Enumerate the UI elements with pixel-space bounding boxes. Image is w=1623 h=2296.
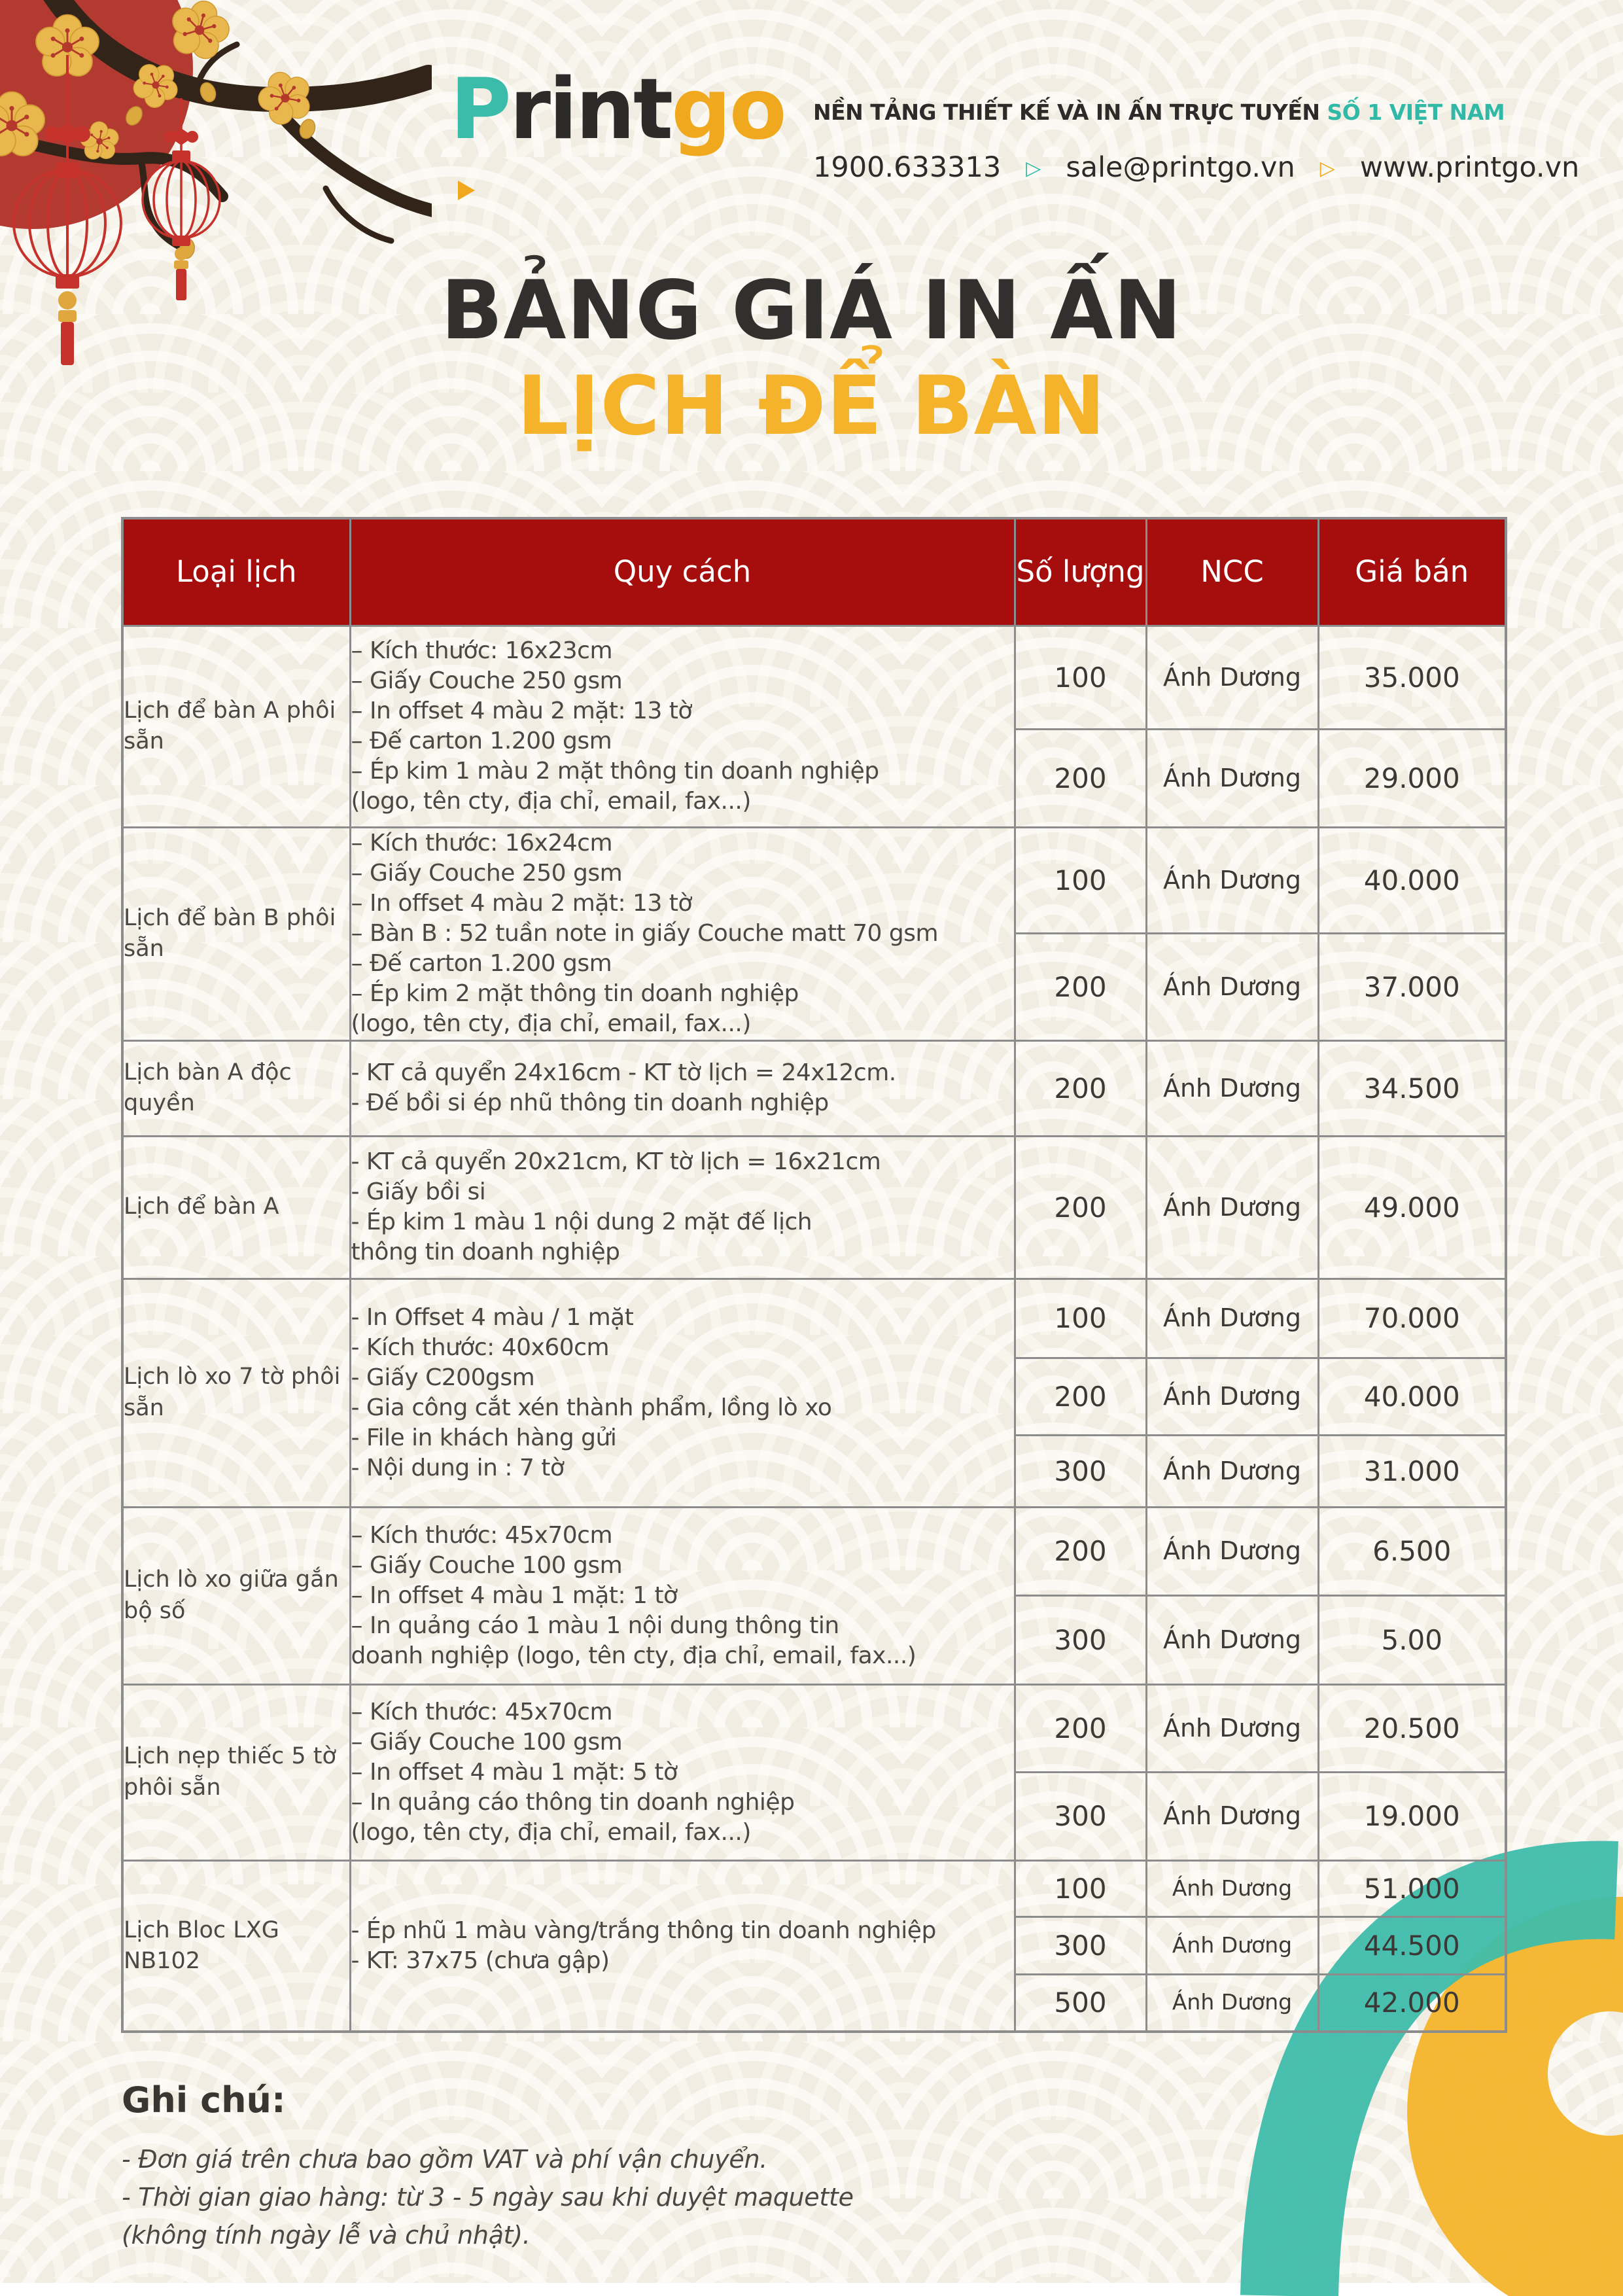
product-name-cell: Lịch nẹp thiếc 5 tờ phôi sẵn	[122, 1684, 350, 1860]
note-line: (không tính ngày lễ và chủ nhật).	[122, 2221, 531, 2250]
contact-row	[813, 151, 1579, 184]
table-row	[122, 1279, 1506, 1358]
table-row	[122, 1040, 1506, 1136]
ncc-cell: Ánh Dương	[1146, 1684, 1318, 1772]
spec-line: (logo, tên cty, địa chỉ, email, fax...)	[351, 1010, 751, 1037]
spec-line: - File in khách hàng gửi	[351, 1424, 617, 1451]
spec-line: – Đế carton 1.200 gsm	[351, 728, 612, 754]
spec-line: – Ép kim 1 màu 2 mặt thông tin doanh nghiệp	[351, 758, 879, 785]
spec-line: – In offset 4 màu 1 mặt: 5 tờ	[351, 1758, 678, 1786]
ncc-cell: Ánh Dương	[1146, 1435, 1318, 1507]
qty-cell: 300	[1015, 1916, 1146, 1974]
spec-line: - Giấy bồi si	[351, 1178, 486, 1205]
table-header-row	[122, 518, 1506, 626]
qty-cell: 200	[1015, 729, 1146, 827]
col-header-quy-cach: Quy cách	[350, 518, 1015, 626]
page-title-line1: BẢNG GIÁ IN ẤN	[440, 264, 1183, 358]
price-cell: 5.00	[1318, 1595, 1506, 1684]
spec-line: - Kích thước: 40x60cm	[351, 1333, 610, 1361]
ncc-cell: Ánh Dương	[1146, 1595, 1318, 1684]
ncc-cell: Ánh Dương	[1146, 1040, 1318, 1136]
price-cell: 35.000	[1318, 626, 1506, 729]
specs-cell	[350, 1507, 1015, 1684]
notes-section	[122, 2079, 1142, 2254]
qty-cell: 200	[1015, 1684, 1146, 1772]
spec-line: – In quảng cáo thông tin doanh nghiệp	[351, 1788, 795, 1816]
qty-cell: 100	[1015, 827, 1146, 933]
spec-line: – Kích thước: 45x70cm	[351, 1698, 613, 1725]
spec-line: – In offset 4 màu 1 mặt: 1 tờ	[351, 1581, 678, 1609]
spec-line: – Giấy Couche 100 gsm	[351, 1551, 623, 1579]
col-header-ncc: NCC	[1146, 518, 1318, 626]
price-cell: 31.000	[1318, 1435, 1506, 1507]
spec-line: - Ép nhũ 1 màu vàng/trắng thông tin doanh nghiệp	[351, 1916, 936, 1944]
price-cell: 20.500	[1318, 1684, 1506, 1772]
spec-line: - Ép kim 1 màu 1 nội dung 2 mặt đế lịch	[351, 1209, 812, 1235]
product-name-cell: Lịch để bàn B phôi sẵn	[122, 827, 350, 1040]
spec-line: - KT cả quyển 20x21cm, KT tờ lịch = 16x21cm	[351, 1148, 881, 1175]
qty-cell: 200	[1015, 1040, 1146, 1136]
printgo-logo	[450, 61, 785, 158]
price-cell: 51.000	[1318, 1860, 1506, 1916]
ncc-cell: Ánh Dương	[1146, 626, 1318, 729]
table-row	[122, 1684, 1506, 1772]
spec-line: - Đế bồi si ép nhũ thông tin doanh nghiệp	[351, 1089, 829, 1116]
specs-cell	[350, 1279, 1015, 1507]
note-line: - Đơn giá trên chưa bao gồm VAT và phí vận chuyển.	[122, 2145, 768, 2174]
product-name-cell: Lịch Bloc LXG NB102	[122, 1860, 350, 2032]
table-row	[122, 1860, 1506, 1916]
ncc-cell: Ánh Dương	[1146, 1279, 1318, 1358]
qty-cell: 200	[1015, 1507, 1146, 1595]
page-title-line2: LỊCH ĐỂ BÀN	[517, 359, 1106, 454]
spec-line: – Giấy Couche 100 gsm	[351, 1728, 623, 1756]
qty-cell: 300	[1015, 1772, 1146, 1860]
qty-cell: 200	[1015, 933, 1146, 1040]
spec-line: – Kích thước: 16x24cm	[351, 830, 613, 857]
spec-line: - Nội dung in : 7 tờ	[351, 1454, 565, 1481]
table-row	[122, 827, 1506, 933]
qty-cell: 300	[1015, 1435, 1146, 1507]
spec-line: (logo, tên cty, địa chỉ, email, fax...)	[351, 1818, 751, 1846]
qty-cell: 500	[1015, 1974, 1146, 2032]
qty-cell: 300	[1015, 1595, 1146, 1684]
price-cell: 42.000	[1318, 1974, 1506, 2032]
specs-cell	[350, 626, 1015, 827]
spec-line: - Giấy C200gsm	[351, 1364, 535, 1391]
specs-cell	[350, 1136, 1015, 1279]
price-cell: 44.500	[1318, 1916, 1506, 1974]
spec-line: – In quảng cáo 1 màu 1 nội dung thông tin	[351, 1612, 839, 1639]
spec-line: – Ép kim 2 mặt thông tin doanh nghiệp	[351, 980, 799, 1007]
table-row	[122, 1507, 1506, 1595]
qty-cell: 100	[1015, 1279, 1146, 1358]
logo-letter-p: P	[450, 61, 510, 158]
ncc-cell: Ánh Dương	[1146, 1974, 1318, 2032]
spec-line: – Giấy Couche 250 gsm	[351, 667, 623, 694]
specs-cell	[350, 1684, 1015, 1860]
logo-play-icon	[458, 181, 475, 200]
spec-line: – Đế carton 1.200 gsm	[351, 950, 612, 977]
tagline-text: NỀN TẢNG THIẾT KẾ VÀ IN ẤN TRỰC TUYẾN	[813, 99, 1327, 125]
logo-text-go: go	[671, 61, 785, 158]
note-line: - Thời gian giao hàng: từ 3 - 5 ngày sau khi duyệt maquette	[122, 2183, 854, 2212]
col-header-loai-lich: Loại lịch	[122, 518, 350, 626]
email-address: sale@printgo.vn	[1066, 151, 1295, 184]
ncc-cell: Ánh Dương	[1146, 933, 1318, 1040]
qty-cell: 100	[1015, 1860, 1146, 1916]
page-title	[0, 263, 1623, 455]
product-name-cell: Lịch lò xo 7 tờ phôi sẵn	[122, 1279, 350, 1507]
price-cell: 70.000	[1318, 1279, 1506, 1358]
spec-line: – In offset 4 màu 2 mặt: 13 tờ	[351, 698, 692, 724]
notes-heading: Ghi chú:	[122, 2079, 286, 2121]
ncc-cell: Ánh Dương	[1146, 1136, 1318, 1279]
spec-line: – Kích thước: 16x23cm	[351, 637, 613, 664]
qty-cell: 100	[1015, 626, 1146, 729]
spec-line: – Kích thước: 45x70cm	[351, 1521, 613, 1549]
price-cell: 49.000	[1318, 1136, 1506, 1279]
price-cell: 40.000	[1318, 1358, 1506, 1435]
qty-cell: 200	[1015, 1358, 1146, 1435]
phone-number: 1900.633313	[813, 151, 1002, 184]
table-row	[122, 1136, 1506, 1279]
price-cell: 19.000	[1318, 1772, 1506, 1860]
ncc-cell: Ánh Dương	[1146, 1916, 1318, 1974]
specs-cell	[350, 1040, 1015, 1136]
spec-line: – Giấy Couche 250 gsm	[351, 860, 623, 887]
ncc-cell: Ánh Dương	[1146, 1860, 1318, 1916]
price-cell: 6.500	[1318, 1507, 1506, 1595]
tagline	[813, 99, 1579, 125]
spec-line: – Bàn B : 52 tuần note in giấy Couche matt 70 gsm	[351, 920, 939, 947]
price-table	[121, 517, 1507, 2033]
product-name-cell: Lịch bàn A độc quyền	[122, 1040, 350, 1136]
website-url: www.printgo.vn	[1359, 151, 1580, 184]
spec-line: – In offset 4 màu 2 mặt: 13 tờ	[351, 890, 692, 917]
product-name-cell: Lịch để bàn A	[122, 1136, 350, 1279]
table-row	[122, 626, 1506, 729]
price-cell: 29.000	[1318, 729, 1506, 827]
spec-line: - KT: 37x75 (chưa gập)	[351, 1947, 610, 1974]
qty-cell: 200	[1015, 1136, 1146, 1279]
product-name-cell: Lịch để bàn A phôi sẵn	[122, 626, 350, 827]
specs-cell	[350, 827, 1015, 1040]
price-cell: 40.000	[1318, 827, 1506, 933]
ncc-cell: Ánh Dương	[1146, 1772, 1318, 1860]
price-cell: 34.500	[1318, 1040, 1506, 1136]
arrow-separator-icon: ▷	[1319, 157, 1335, 180]
specs-cell	[350, 1860, 1015, 2032]
spec-line: thông tin doanh nghiệp	[351, 1239, 620, 1265]
col-header-so-luong: Số lượng	[1015, 518, 1146, 626]
brand-info	[813, 99, 1579, 184]
spec-line: (logo, tên cty, địa chỉ, email, fax...)	[351, 788, 751, 815]
ncc-cell: Ánh Dương	[1146, 1358, 1318, 1435]
spec-line: - In Offset 4 màu / 1 mặt	[351, 1303, 634, 1331]
arrow-separator-icon: ▷	[1026, 157, 1041, 180]
ncc-cell: Ánh Dương	[1146, 827, 1318, 933]
price-cell: 37.000	[1318, 933, 1506, 1040]
spec-line: - Gia công cắt xén thành phẩm, lồng lò xo	[351, 1394, 832, 1421]
logo-text-rint: rint	[509, 61, 672, 158]
ncc-cell: Ánh Dương	[1146, 1507, 1318, 1595]
ncc-cell: Ánh Dương	[1146, 729, 1318, 827]
col-header-gia-ban: Giá bán	[1318, 518, 1506, 626]
spec-line: - KT cả quyển 24x16cm - KT tờ lịch = 24x12cm.	[351, 1059, 896, 1086]
product-name-cell: Lịch lò xo giữa gắn bộ số	[122, 1507, 350, 1684]
spec-line: doanh nghiệp (logo, tên cty, địa chỉ, email, fax...)	[351, 1642, 916, 1669]
tagline-highlight: SỐ 1 VIỆT NAM	[1327, 99, 1505, 125]
